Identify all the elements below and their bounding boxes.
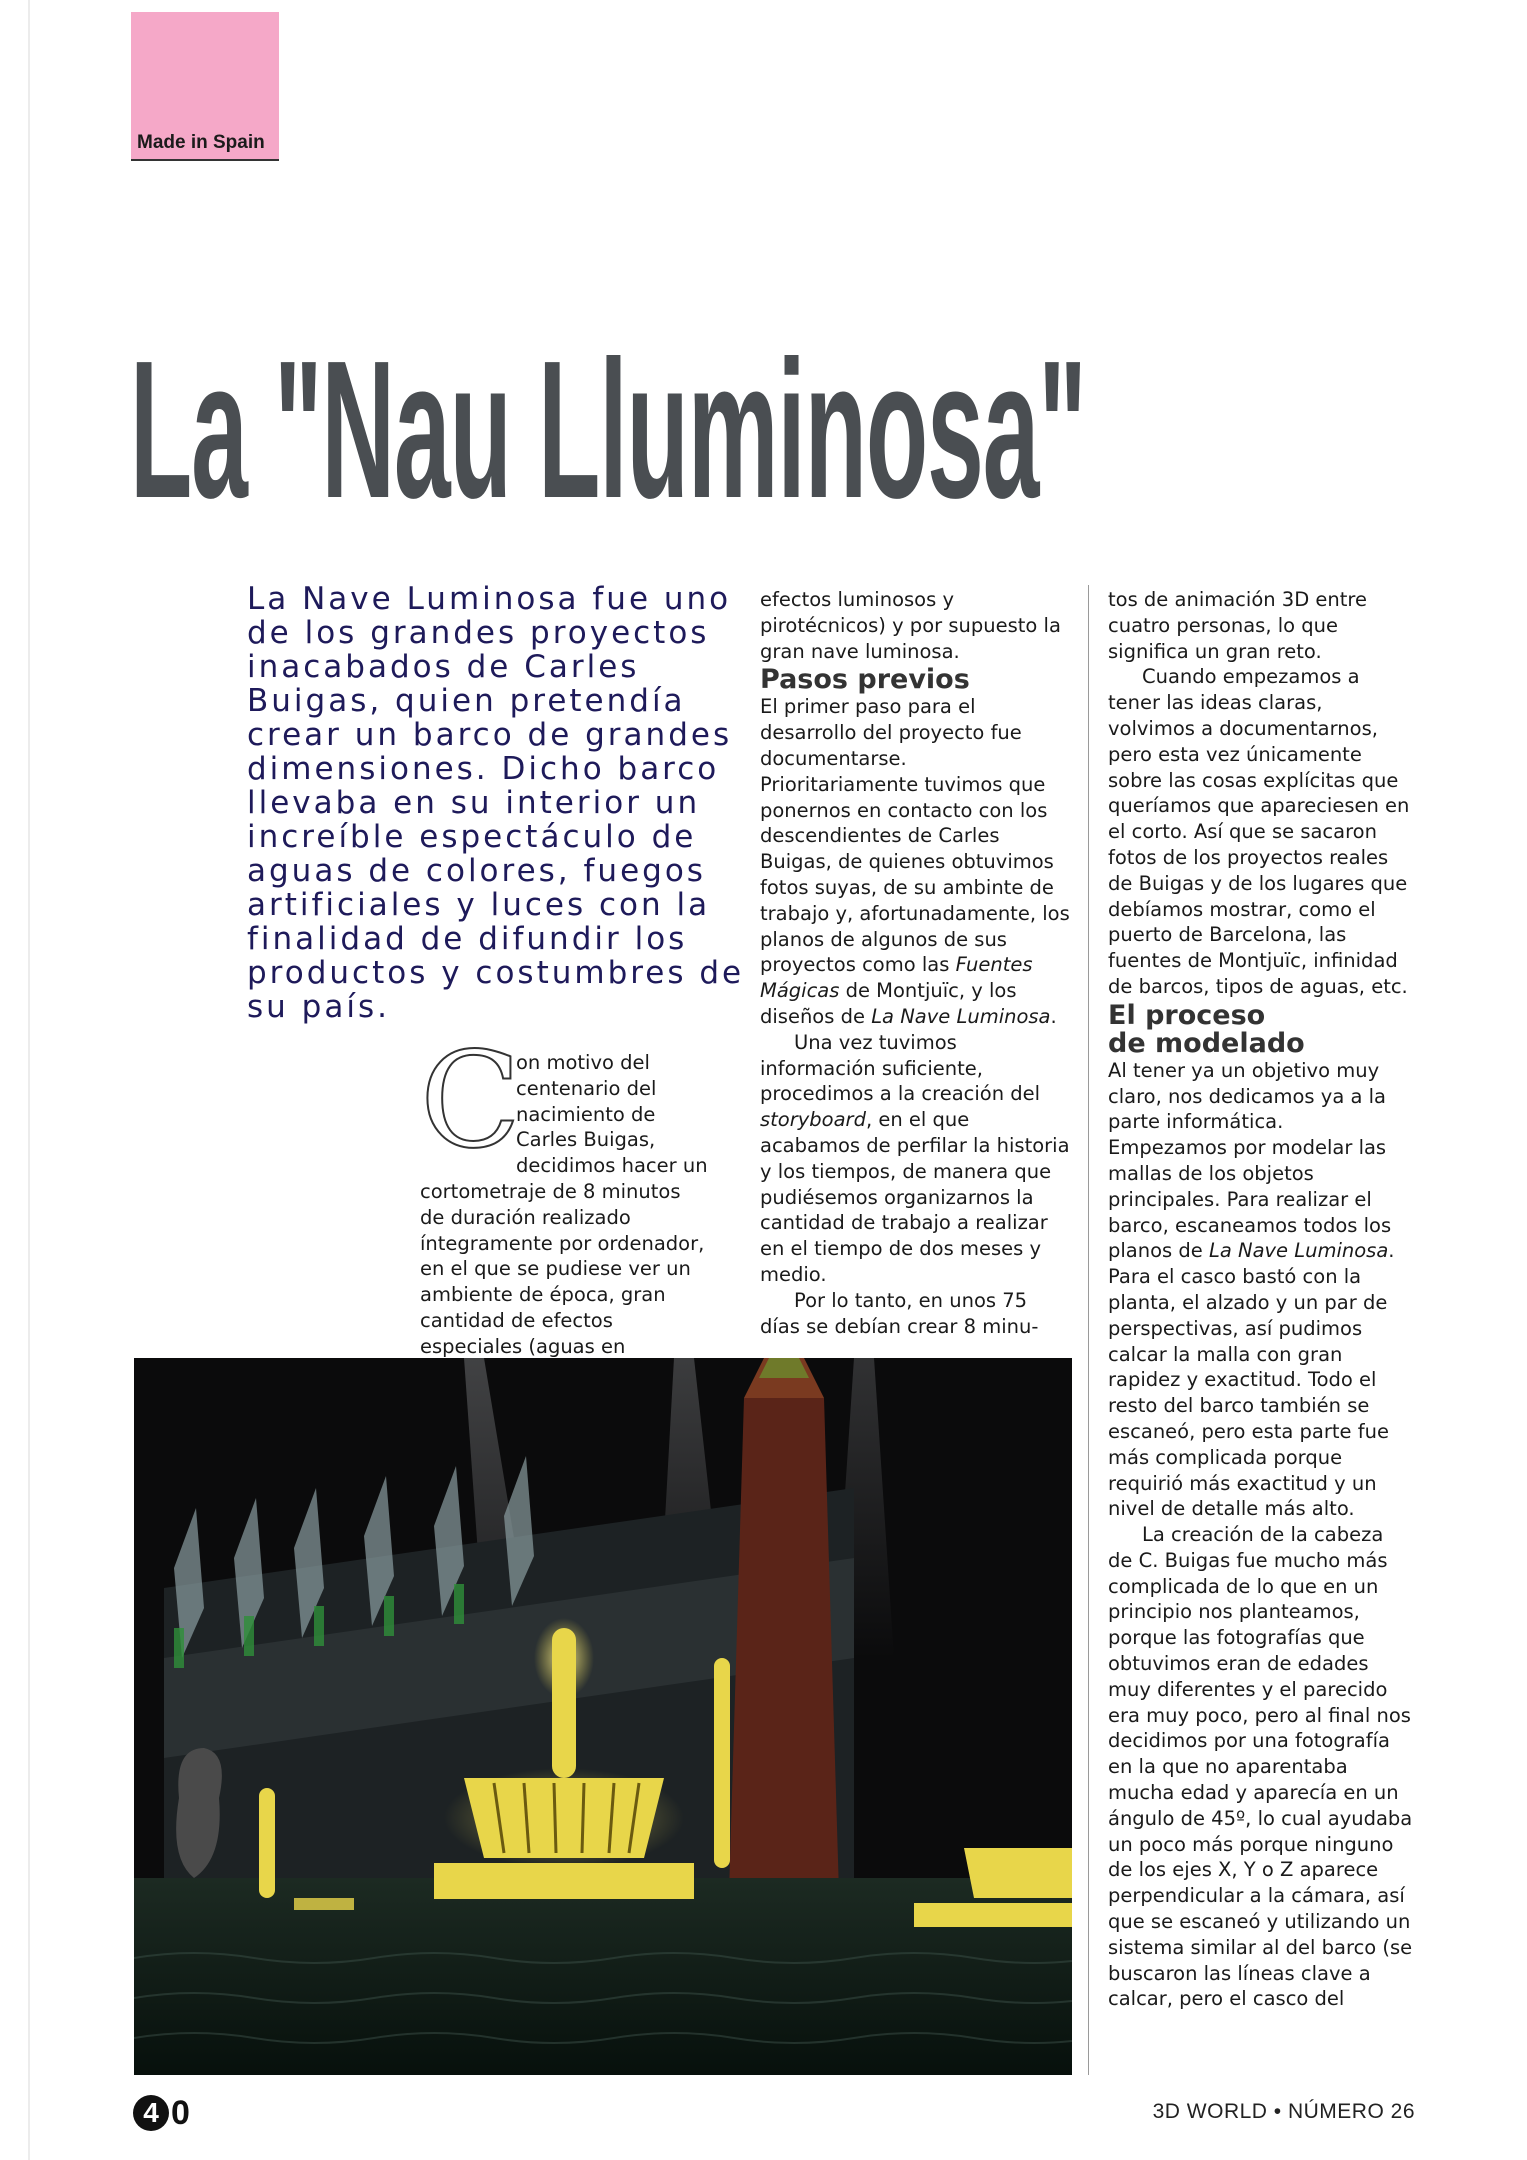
scan-edge [28,0,30,2160]
column-2 [760,587,1070,1339]
drop-cap: C [420,1024,521,1178]
section-label: Made in Spain [137,132,265,153]
section-rule [131,159,279,161]
intro-paragraph: La Nave Luminosa fue uno de los grandes proyectos inacabados de Carles Buigas, quien pretendía crear un barco de grandes dimensiones. Dicho barco llevaba en su interior un increíble espectáculo de aguas de colores, fuegos artificiales y luces con la finalidad de difundir los productos y costumbres de su país. [247,581,745,1025]
col3-paragraph-2: Cuando empezamos a tener las ideas claras, volvimos a documentarnos, pero esta vez únicamente sobre las cosas explícitas que queríamos que apareciesen en el corto. Así que se sacaron fotos de los proyectos reales de Buigas y de los lugares que debíamos mostrar, como el puerto de Barcelona, las fuentes de Montjuïc, infinidad de barcos, tipos de aguas, etc. [1108,665,1410,998]
col2-paragraph-1: efectos luminosos y pirotécnicos) y por supuesto la gran nave luminosa. [760,588,1061,663]
heading-pasos-previos: Pasos previos [760,664,970,696]
magazine-footer: 3D WORLD • NÚMERO 26 [1152,2100,1415,2123]
page-number-circle: 4 [133,2095,169,2131]
ship-render-image [134,1358,1072,2075]
col2-paragraph-4: Por lo tanto, en unos 75 días se debían crear 8 minu- [760,1288,1039,1338]
heading-proceso-modelado: El proceso de modelado [1108,999,1305,1059]
col3-paragraph-4: Empezamos por modelar las mallas de los objetos principales. Para realizar el barco, escaneamos todos los planos de La Nave Luminosa. Para el casco bastó con la planta, el alzado y un par de perspectivas, así pudimos calcar la malla con gran rapidez y exactitud. Todo el resto del barco también se escaneó, pero esta parte fue más complicada porque requirió más exactitud y un nivel de detalle más alto. [1108,1136,1395,1521]
col2-paragraph-2: El primer paso para el desarrollo del proyecto fue documentarse. Prioritariamente tuvimos que ponernos en contacto con los descendientes de Carles Buigas, de quienes obtuvimos fotos suyas, de su ambinte de trabajo y, afortunadamente, los planos de algunos de sus proyectos como las Fuentes Mágicas de Montjuïc, y los diseños de La Nave Luminosa. [760,695,1070,1028]
article-title: La "Nau Lluminosa" [130,320,1086,539]
col3-paragraph-5: La creación de la cabeza de C. Buigas fue mucho más complicada de lo que en un principio nos planteamos, porque las fotografías que obtuvimos eran de edades muy diferentes y el parecido era muy poco, pero al final nos decidimos por una fotografía en la que no aparentaba mucha edad y aparecía en un ángulo de 45º, lo cual ayudaba un poco más porque ninguno de los ejes X, Y o Z aparece perpendicular a la cámara, así que se escaneó y utilizando un sistema similar al del barco (se buscaron las líneas clave a calcar, pero el casco del [1108,1523,1413,2011]
col3-paragraph-1: tos de animación 3D entre cuatro personas, lo que significa un gran reto. [1108,588,1368,663]
page-number [133,2093,190,2133]
col1-paragraph: on motivo del centenario del nacimiento de Carles Buigas, decidimos hacer un cortometraje de 8 minutos de duración realizado íntegramente por ordenador, en el que se pudiese ver un ambiente de época, gran cantidad de efectos especiales (aguas en [420,1051,708,1358]
col2-paragraph-3: Una vez tuvimos información suficiente, procedimos a la creación del storyboard, en el que acabamos de perfilar la historia y los tiempos, de manera que pudiésemos organizarnos la cantidad de trabajo a realizar en el tiempo de dos meses y medio. [760,1030,1070,1286]
ship-render-illustration [134,1358,1072,2075]
column-divider [1088,585,1089,2075]
column-3 [1108,587,1413,2012]
column-1 [420,1024,710,1385]
col3-paragraph-3: Al tener ya un objetivo muy claro, nos dedicamos ya a la parte informática. [1108,1058,1386,1134]
page-number-digit: 0 [171,2094,190,2132]
